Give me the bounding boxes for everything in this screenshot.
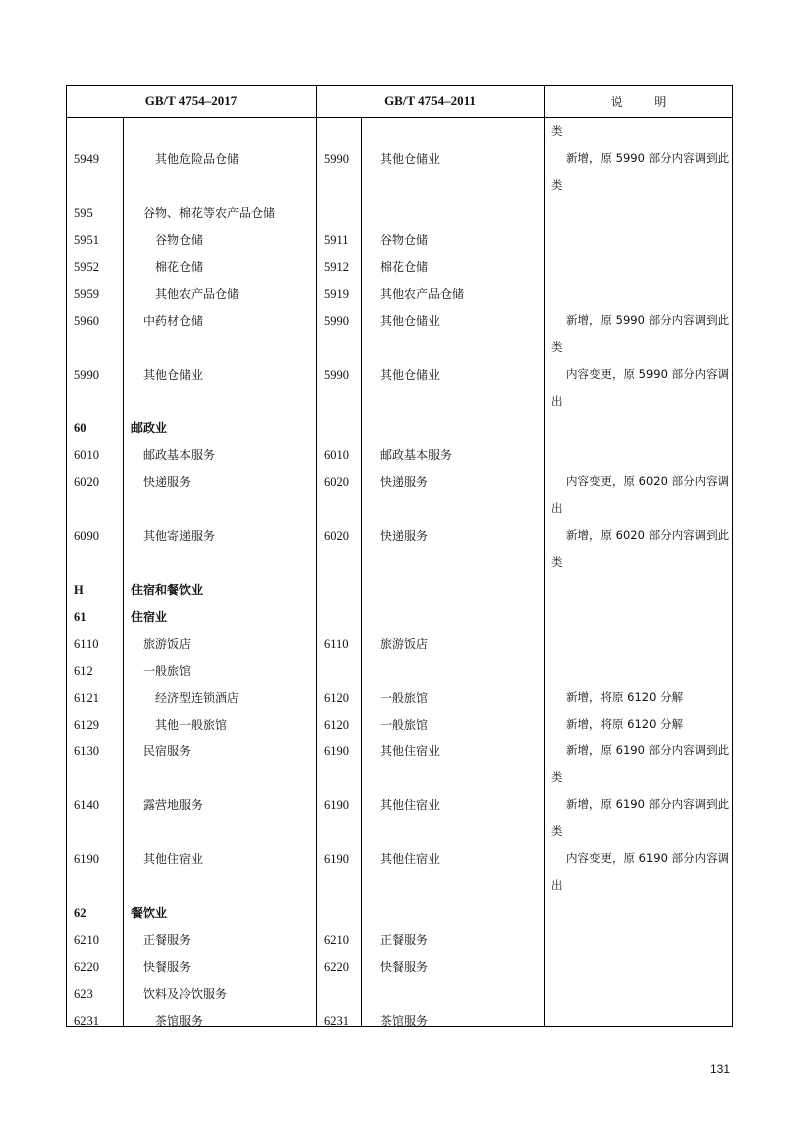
note-line: 类 bbox=[551, 770, 563, 784]
code-2017: 6129 bbox=[74, 718, 99, 732]
note-line: 内容变更，原 6190 部分内容调 bbox=[566, 851, 730, 865]
name-2011: 快递服务 bbox=[380, 529, 429, 543]
name-2017: 谷物仓储 bbox=[155, 233, 204, 247]
name-2011: 其他仓储业 bbox=[380, 152, 441, 166]
name-2017: 其他农产品仓储 bbox=[155, 287, 240, 301]
code-2017: 6231 bbox=[74, 1014, 99, 1028]
name-2017: 谷物、棉花等农产品仓储 bbox=[143, 206, 276, 220]
note-cell bbox=[551, 307, 729, 361]
header-gbt2011: GB/T 4754–2011 bbox=[384, 93, 476, 108]
name-2011: 谷物仓储 bbox=[380, 233, 429, 247]
name-2017: 饮料及冷饮服务 bbox=[143, 987, 228, 1001]
name-2011: 邮政基本服务 bbox=[380, 448, 453, 462]
note-line: 出 bbox=[551, 878, 563, 892]
code-2017: 5959 bbox=[74, 287, 99, 301]
code-2017: 6090 bbox=[74, 529, 99, 543]
code-2011: 6220 bbox=[324, 960, 349, 974]
name-2011: 棉花仓储 bbox=[380, 260, 429, 274]
code-2011: 6190 bbox=[324, 744, 349, 758]
note-cell bbox=[551, 361, 729, 415]
code-2017: 5990 bbox=[74, 368, 99, 382]
code-2017: 623 bbox=[74, 987, 93, 1001]
code-2011: 6120 bbox=[324, 691, 349, 705]
name-2011: 一般旅馆 bbox=[380, 718, 429, 732]
code-2017: 5952 bbox=[74, 260, 99, 274]
name-2017: 邮政基本服务 bbox=[143, 448, 216, 462]
note-line: 新增，原 5990 部分内容调到此 bbox=[566, 151, 730, 165]
header-note: 说 明 bbox=[610, 94, 681, 109]
name-2017: 经济型连锁酒店 bbox=[155, 691, 240, 705]
code-2011: 5990 bbox=[324, 368, 349, 382]
note-line: 新增，原 6190 部分内容调到此 bbox=[566, 743, 730, 757]
note-line: 新增，将原 6120 分解 bbox=[566, 690, 684, 704]
code-2017: 6130 bbox=[74, 744, 99, 758]
code-2011: 5990 bbox=[324, 314, 349, 328]
note-cell bbox=[551, 522, 729, 576]
column-divider bbox=[123, 117, 124, 1027]
name-2017: 正餐服务 bbox=[143, 933, 192, 947]
name-2011: 正餐服务 bbox=[380, 933, 429, 947]
note-line: 新增，原 6190 部分内容调到此 bbox=[566, 797, 730, 811]
name-2017: 棉花仓储 bbox=[155, 260, 204, 274]
name-2017: 其他寄递服务 bbox=[143, 529, 216, 543]
page-number: 131 bbox=[710, 1062, 731, 1076]
note-cell bbox=[551, 468, 729, 522]
name-2017: 其他住宿业 bbox=[143, 852, 204, 866]
note-cell bbox=[551, 845, 729, 899]
name-2017: 住宿和餐饮业 bbox=[131, 583, 204, 597]
column-divider bbox=[316, 85, 317, 1027]
code-2017: 612 bbox=[74, 664, 93, 678]
note-line: 出 bbox=[551, 501, 563, 515]
code-2011: 6010 bbox=[324, 448, 349, 462]
code-2011: 6020 bbox=[324, 529, 349, 543]
code-2017: 6110 bbox=[74, 637, 99, 651]
name-2017: 旅游饭店 bbox=[143, 637, 192, 651]
code-2017: 61 bbox=[74, 610, 87, 624]
code-2017: 6121 bbox=[74, 691, 99, 705]
name-2017: 快餐服务 bbox=[143, 960, 192, 974]
code-2017: 5960 bbox=[74, 314, 99, 328]
name-2017: 邮政业 bbox=[131, 421, 168, 435]
code-2017: 6020 bbox=[74, 475, 99, 489]
code-2017: 5949 bbox=[74, 152, 99, 166]
name-2011: 其他住宿业 bbox=[380, 744, 441, 758]
note-cell bbox=[551, 791, 729, 845]
code-2011: 6210 bbox=[324, 933, 349, 947]
column-divider bbox=[544, 85, 545, 1027]
code-2017: 6010 bbox=[74, 448, 99, 462]
note-line: 类 bbox=[551, 555, 563, 569]
note-cell bbox=[551, 684, 729, 711]
code-2017: 6210 bbox=[74, 933, 99, 947]
note-cell bbox=[551, 737, 729, 791]
code-2011: 6110 bbox=[324, 637, 349, 651]
name-2017: 民宿服务 bbox=[143, 744, 192, 758]
code-2017: 60 bbox=[74, 421, 87, 435]
name-2017: 其他仓储业 bbox=[143, 368, 204, 382]
name-2017: 其他危险品仓储 bbox=[155, 152, 240, 166]
code-2011: 5911 bbox=[324, 233, 349, 247]
code-2011: 6190 bbox=[324, 798, 349, 812]
code-2017: 595 bbox=[74, 206, 93, 220]
code-2011: 6020 bbox=[324, 475, 349, 489]
code-2017: H bbox=[74, 583, 84, 597]
name-2011: 快餐服务 bbox=[380, 960, 429, 974]
name-2017: 住宿业 bbox=[131, 610, 168, 624]
code-2017: 5951 bbox=[74, 233, 99, 247]
note-line: 内容变更，原 6020 部分内容调 bbox=[566, 474, 730, 488]
name-2011: 其他住宿业 bbox=[380, 852, 441, 866]
name-2011: 一般旅馆 bbox=[380, 691, 429, 705]
name-2017: 露营地服务 bbox=[143, 798, 204, 812]
name-2017: 餐饮业 bbox=[131, 906, 168, 920]
note-line: 类 bbox=[551, 824, 563, 838]
note-line: 类 bbox=[551, 178, 563, 192]
code-2017: 6190 bbox=[74, 852, 99, 866]
name-2011: 茶馆服务 bbox=[380, 1014, 429, 1028]
name-2017: 其他一般旅馆 bbox=[155, 718, 228, 732]
code-2017: 6140 bbox=[74, 798, 99, 812]
code-2011: 5912 bbox=[324, 260, 349, 274]
note-continuation: 类 bbox=[551, 124, 563, 138]
name-2017: 茶馆服务 bbox=[155, 1014, 204, 1028]
name-2011: 快递服务 bbox=[380, 475, 429, 489]
note-line: 内容变更，原 5990 部分内容调 bbox=[566, 367, 730, 381]
name-2017: 一般旅馆 bbox=[143, 664, 192, 678]
code-2011: 6190 bbox=[324, 852, 349, 866]
header-gbt2017: GB/T 4754–2017 bbox=[144, 93, 238, 108]
name-2017: 快递服务 bbox=[143, 475, 192, 489]
column-divider bbox=[361, 117, 362, 1027]
code-2017: 62 bbox=[74, 906, 87, 920]
note-line: 出 bbox=[551, 394, 563, 408]
name-2011: 其他仓储业 bbox=[380, 368, 441, 382]
note-line: 新增，将原 6120 分解 bbox=[566, 717, 684, 731]
code-2011: 6120 bbox=[324, 718, 349, 732]
note-cell bbox=[551, 711, 729, 738]
code-2011: 6231 bbox=[324, 1014, 349, 1028]
note-cell bbox=[551, 145, 729, 199]
code-2011: 5990 bbox=[324, 152, 349, 166]
name-2017: 中药材仓储 bbox=[143, 314, 204, 328]
note-line: 类 bbox=[551, 340, 563, 354]
note-line: 新增，原 6020 部分内容调到此 bbox=[566, 528, 730, 542]
code-2017: 6220 bbox=[74, 960, 99, 974]
name-2011: 旅游饭店 bbox=[380, 637, 429, 651]
name-2011: 其他住宿业 bbox=[380, 798, 441, 812]
name-2011: 其他仓储业 bbox=[380, 314, 441, 328]
code-2011: 5919 bbox=[324, 287, 349, 301]
note-line: 新增，原 5990 部分内容调到此 bbox=[566, 313, 730, 327]
name-2011: 其他农产品仓储 bbox=[380, 287, 465, 301]
